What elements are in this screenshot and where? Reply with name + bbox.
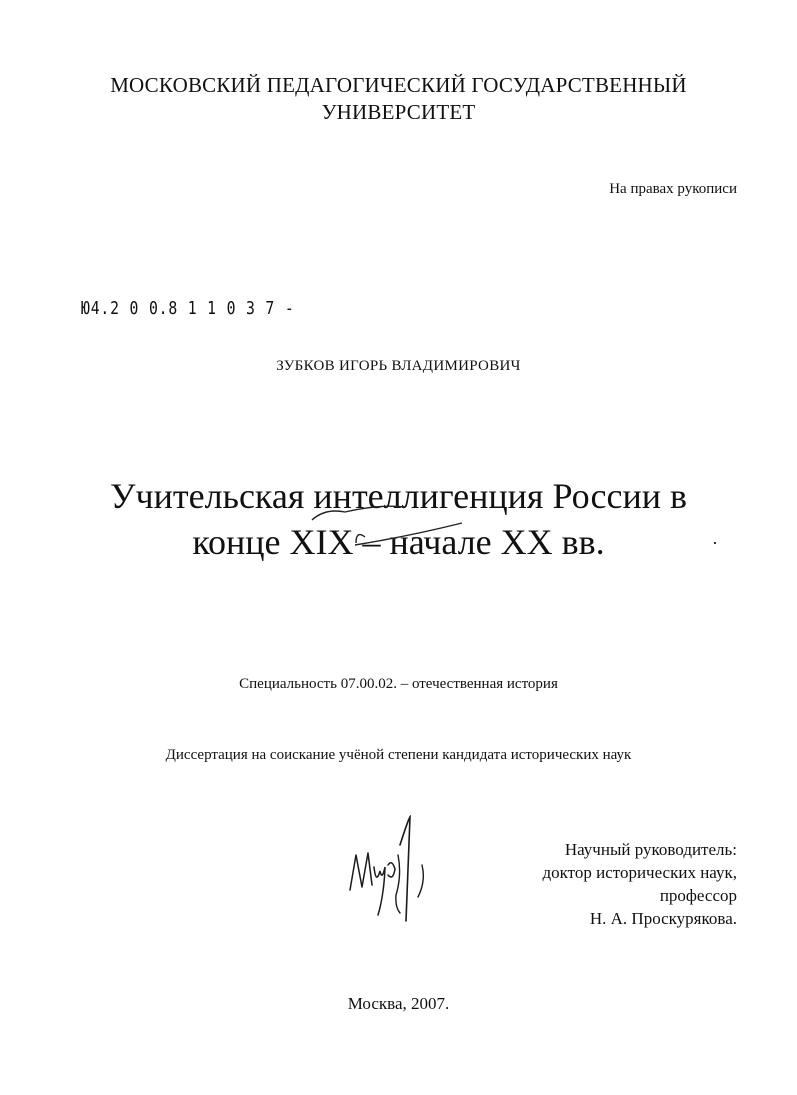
- advisor-line-3: профессор: [659, 886, 737, 905]
- university-name: [60, 72, 737, 126]
- advisor-line-4: Н. А. Проскурякова.: [589, 909, 737, 928]
- title-line-1: Учительская интеллигенция России в: [110, 476, 687, 516]
- university-line-2: УНИВЕРСИТЕТ: [321, 100, 476, 124]
- scientific-advisor: [542, 838, 737, 930]
- advisor-line-1: Научный руководитель:: [564, 840, 737, 859]
- handwritten-signature: [340, 815, 440, 925]
- university-line-1: МОСКОВСКИЙ ПЕДАГОГИЧЕСКИЙ ГОСУДАРСТВЕННЫЙ: [110, 73, 687, 97]
- speck-mark: [714, 542, 716, 544]
- advisor-line-2: доктор исторических наук,: [542, 863, 737, 882]
- title-line-2: конце XIX – начале XX вв.: [192, 522, 605, 562]
- library-stamp-code: Ю4.2 0 0.8 1 1 0 3 7 -: [81, 298, 295, 319]
- city-year: Москва, 2007.: [347, 994, 450, 1013]
- specialty-line: Специальность 07.00.02. – отечественная история: [239, 676, 558, 692]
- dissertation-degree-line: Диссертация на соискание учёной степени кандидата исторических наук: [165, 747, 632, 763]
- dissertation-title: [40, 473, 757, 565]
- rights-note: На правах рукописи: [609, 181, 737, 197]
- author-name: ЗУБКОВ ИГОРЬ ВЛАДИМИРОВИЧ: [276, 358, 521, 374]
